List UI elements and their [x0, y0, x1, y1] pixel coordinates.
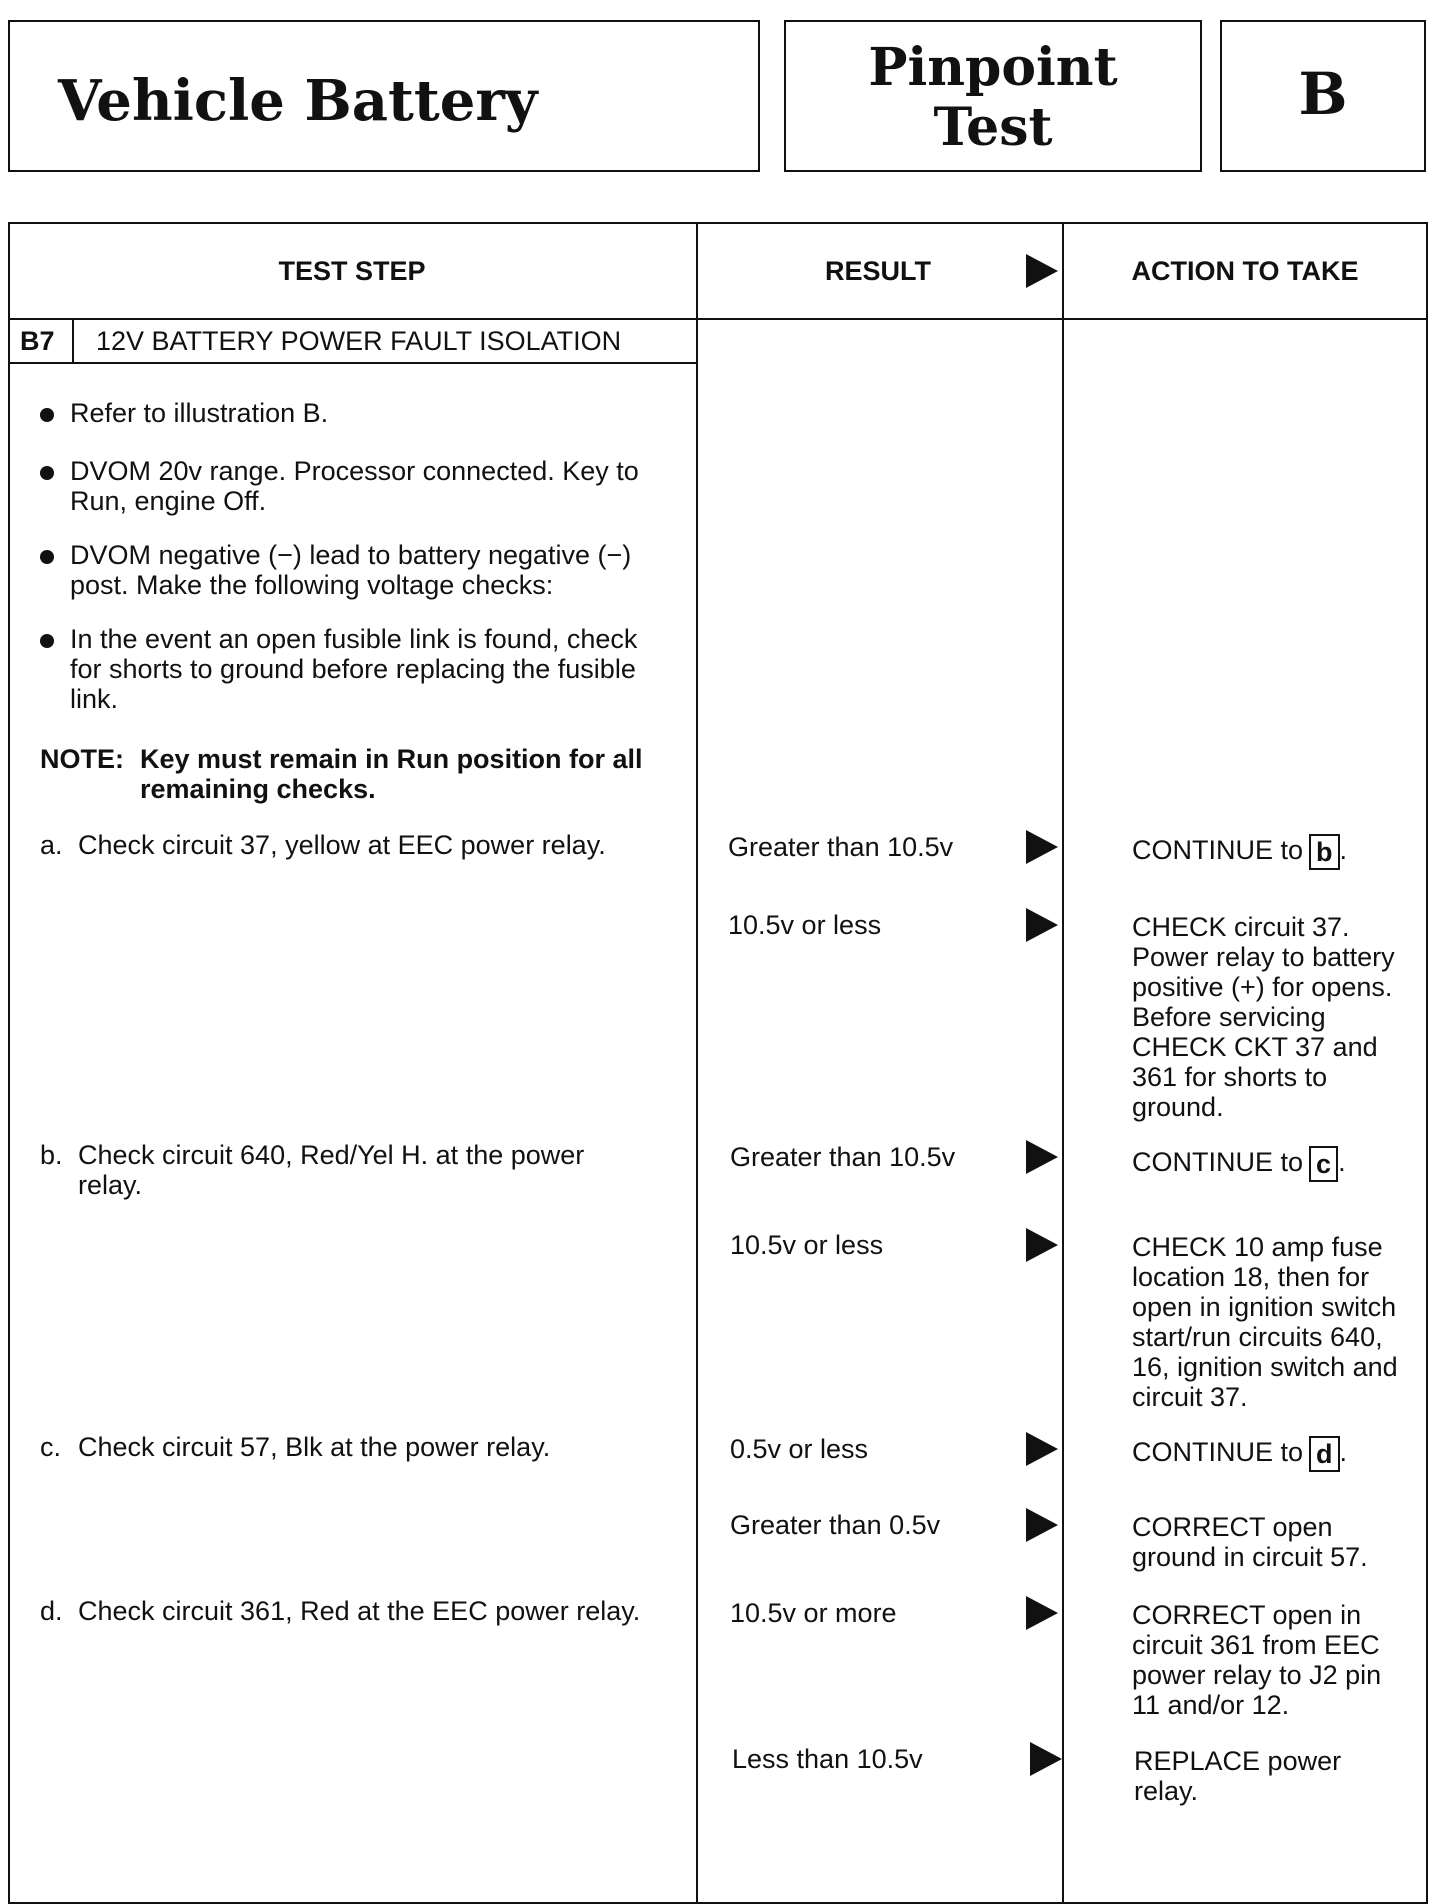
action-3-text: CONTINUE to [1132, 1147, 1304, 1178]
arrow-right-icon [1026, 1508, 1058, 1542]
check-c-text: Check circuit 57, Blk at the power relay. [78, 1432, 551, 1462]
arrow-right-icon [1026, 1228, 1058, 1262]
step-title: 12V BATTERY POWER FAULT ISOLATION [96, 326, 622, 356]
header-action: ACTION TO TAKE [1131, 256, 1359, 286]
action-1-suffix: . [1339, 835, 1348, 866]
bullet-icon [40, 634, 54, 648]
instruction-1: Refer to illustration B. [70, 398, 329, 428]
header-divider [8, 318, 1428, 320]
step-ref-b: b [1309, 834, 1340, 870]
action-1-text: CONTINUE to [1132, 835, 1304, 866]
note-label: NOTE: [40, 744, 124, 774]
action-6: CORRECT open ground in circuit 57. [1132, 1512, 1368, 1572]
title-box [8, 20, 760, 172]
test-type-line2: Test [933, 97, 1053, 158]
check-d-label: d. [40, 1596, 63, 1626]
test-id: B [1298, 60, 1348, 128]
result-1: Greater than 10.5v [728, 832, 954, 862]
result-2: 10.5v or less [728, 910, 882, 940]
check-a-label: a. [40, 830, 63, 860]
bullet-icon [40, 550, 54, 564]
action-3-suffix: . [1338, 1147, 1346, 1178]
arrow-right-icon [1026, 1432, 1058, 1466]
result-5: 0.5v or less [730, 1434, 869, 1464]
result-8: Less than 10.5v [732, 1744, 923, 1774]
result-4: 10.5v or less [730, 1230, 884, 1260]
note-text: Key must remain in Run position for all remaining checks. [140, 744, 643, 804]
action-5 [1132, 1436, 1422, 1472]
column-divider-2 [1062, 222, 1064, 1902]
result-6: Greater than 0.5v [730, 1510, 941, 1540]
result-3: Greater than 10.5v [730, 1142, 956, 1172]
action-5-suffix: . [1339, 1437, 1348, 1468]
step-ref-d: d [1309, 1436, 1340, 1472]
instruction-3: DVOM negative (−) lead to battery negative (−) post. Make the following voltage checks: [70, 540, 632, 600]
step-row-bottom [8, 362, 696, 364]
arrow-right-icon [1026, 908, 1058, 942]
step-ref-c: c [1309, 1146, 1338, 1182]
test-type-line1: Pinpoint [868, 37, 1118, 98]
arrow-right-icon [1030, 1742, 1062, 1776]
instruction-4: In the event an open fusible link is found, check for shorts to ground before replacing the fusible link. [70, 624, 638, 714]
bullet-icon [40, 466, 54, 480]
page-title: Vehicle Battery [58, 68, 538, 134]
step-id-divider [72, 318, 74, 362]
action-2: CHECK circuit 37. Power relay to battery positive (+) for opens. Before servicing CHECK CKT 37 and 361 for shorts to ground. [1132, 912, 1395, 1122]
test-id-box [1220, 20, 1426, 172]
header-test-step: TEST STEP [278, 256, 426, 286]
action-7: CORRECT open in circuit 361 from EEC power relay to J2 pin 11 and/or 12. [1132, 1600, 1382, 1720]
action-3 [1132, 1146, 1422, 1182]
header-arrow-icon [1026, 254, 1058, 288]
instruction-2: DVOM 20v range. Processor connected. Key to Run, engine Off. [70, 456, 639, 516]
action-8: REPLACE power relay. [1134, 1746, 1342, 1806]
test-type-box [784, 20, 1202, 172]
arrow-right-icon [1026, 1596, 1058, 1630]
check-a-text: Check circuit 37, yellow at EEC power relay. [78, 830, 606, 860]
arrow-right-icon [1026, 830, 1058, 864]
action-4: CHECK 10 amp fuse location 18, then for open in ignition switch start/run circuits 640, 16, ignition switch and circuit 37. [1132, 1232, 1398, 1412]
bullet-icon [40, 408, 54, 422]
result-7: 10.5v or more [730, 1598, 897, 1628]
column-divider-1 [696, 222, 698, 1902]
action-5-text: CONTINUE to [1132, 1437, 1304, 1468]
check-c-label: c. [40, 1432, 62, 1462]
check-b-label: b. [40, 1140, 63, 1170]
step-id: B7 [20, 326, 55, 356]
check-d-text: Check circuit 361, Red at the EEC power relay. [78, 1596, 641, 1626]
action-1 [1132, 834, 1422, 870]
test-type-label [786, 38, 1200, 158]
header-result: RESULT [825, 256, 931, 286]
check-b-text: Check circuit 640, Red/Yel H. at the power relay. [78, 1140, 585, 1200]
arrow-right-icon [1026, 1140, 1058, 1174]
